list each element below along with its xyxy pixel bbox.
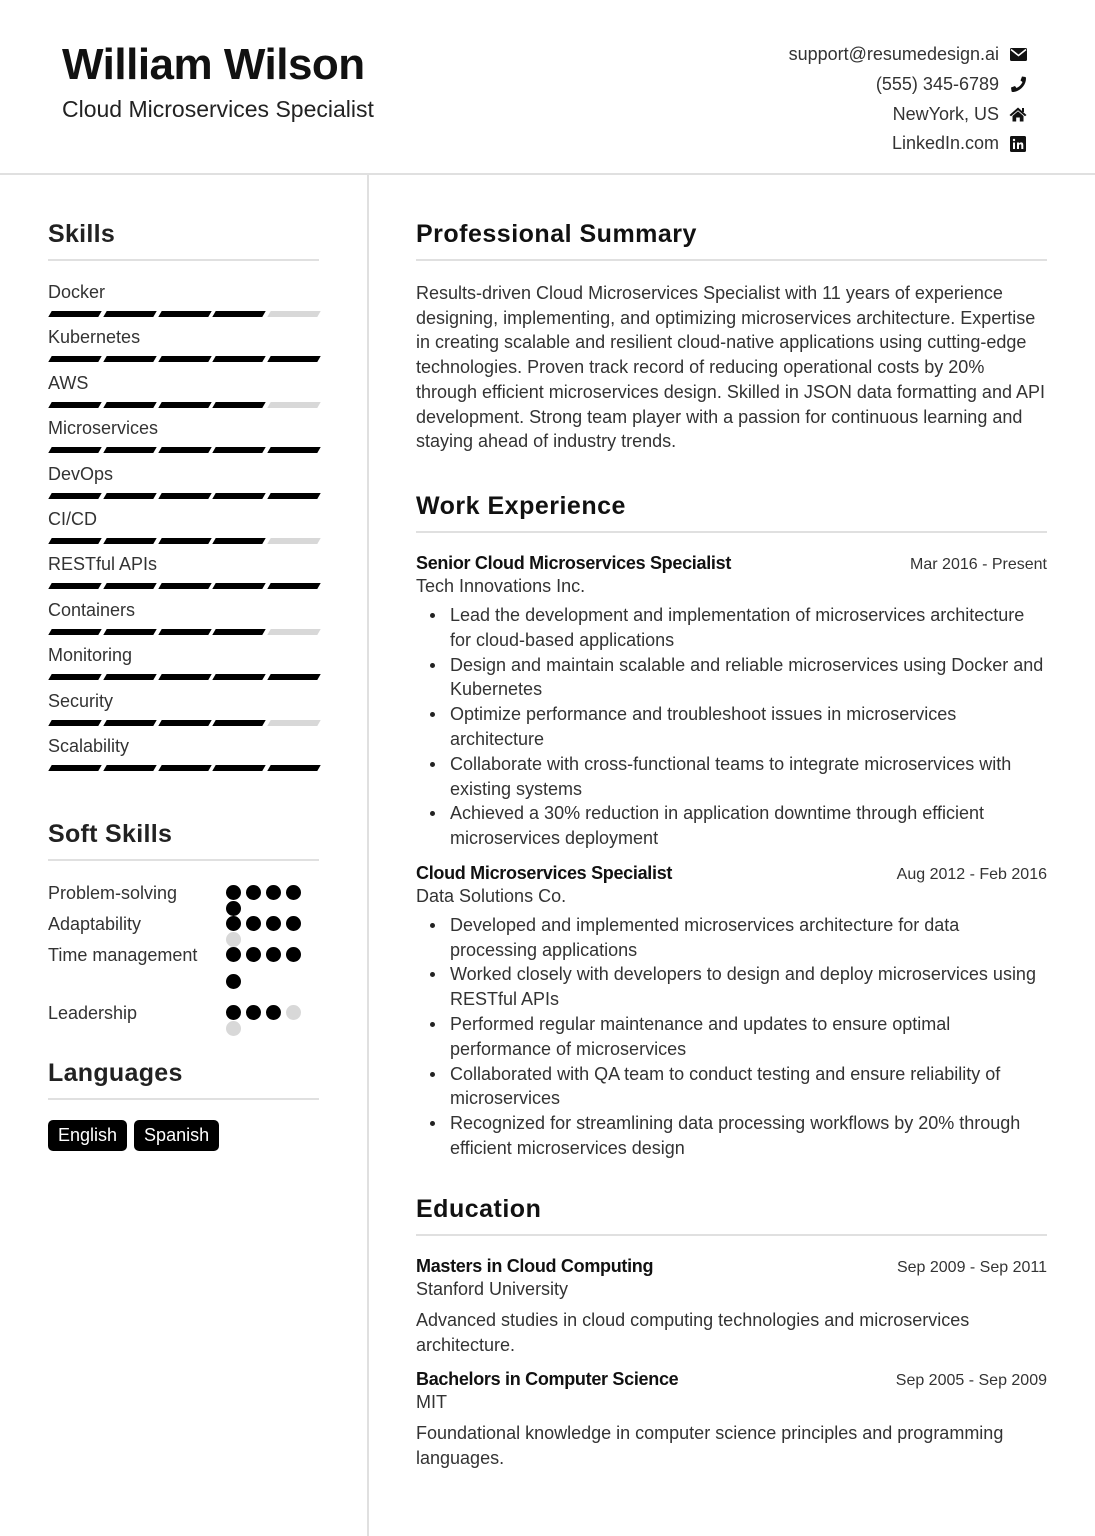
skill-item	[48, 508, 319, 553]
education-dates: Sep 2009 - Sep 2011	[896, 1258, 1047, 1276]
summary-text: Results-driven Cloud Microservices Specialist with 11 years of experience designing, implementing, and optimizing microservices architecture. Expertise in creating scalable and resilient cloud-native applications using cutting-edge technologies. Proven track record of reducing operational costs by 20% through efficient microservices design. Skilled in JSON data formatting and API development. Strong team player with a passion for continuous learning and staying ahead of industry trends.	[416, 283, 1045, 452]
skill-level-segment	[158, 493, 211, 499]
rating-dot	[226, 947, 241, 962]
linkedin-icon	[1009, 135, 1027, 153]
skill-name: Scalability	[48, 735, 130, 756]
contact-location-text: NewYork, US	[892, 103, 999, 124]
job-bullet: Collaborated with QA team to conduct testing and ensure reliability of microservices	[416, 1062, 1047, 1112]
rating-dot	[246, 1005, 261, 1020]
skill-level-segment	[103, 493, 156, 499]
rating-dot	[266, 1005, 281, 1020]
soft-skill-rating	[226, 943, 306, 1001]
skill-item	[48, 463, 319, 508]
soft-skill-name: Problem-solving	[48, 883, 178, 904]
job-bullet: Performed regular maintenance and updates to ensure optimal performance of microservices	[416, 1012, 1047, 1062]
soft-skill-name: Time management	[48, 945, 198, 966]
soft-skill-rating	[226, 1001, 306, 1033]
rating-dot	[266, 947, 281, 962]
job-bullet: Recognized for streamlining data processing workflows by 20% through efficient microservices design	[416, 1111, 1047, 1161]
job-bullet: Lead the development and implementation of microservices architecture for cloud-based applications	[416, 603, 1047, 653]
skill-level-segment	[213, 493, 266, 499]
skill-level-segment	[267, 311, 320, 317]
skill-level-bar	[48, 311, 319, 317]
skill-level-segment	[48, 765, 101, 771]
skill-level-segment	[103, 356, 156, 362]
skill-level-segment	[213, 402, 266, 408]
skill-level-segment	[158, 447, 211, 453]
rating-dot	[226, 974, 241, 989]
job-entry	[416, 553, 1047, 851]
skill-level-segment	[213, 674, 266, 680]
rating-dot	[266, 885, 281, 900]
school-name: MIT	[416, 1392, 447, 1413]
skill-name: AWS	[48, 372, 89, 393]
job-bullets	[416, 603, 1047, 851]
skill-level-bar	[48, 583, 319, 589]
skill-item	[48, 644, 319, 689]
skill-level-segment	[48, 629, 101, 635]
soft-skill-item	[48, 943, 319, 1001]
skill-level-segment	[48, 720, 101, 726]
rating-dot	[286, 916, 301, 931]
summary-heading: Professional Summary	[416, 220, 1047, 261]
skill-item	[48, 417, 319, 462]
rating-dot	[266, 916, 281, 931]
job-bullet: Optimize performance and troubleshoot issues in microservices architecture	[416, 702, 1047, 752]
rating-dot	[246, 947, 261, 962]
contact-email-text: support@resumedesign.ai	[788, 44, 999, 65]
skill-level-segment	[267, 629, 320, 635]
rating-dot	[286, 885, 301, 900]
job-header	[416, 863, 1047, 884]
skill-level-segment	[213, 765, 266, 771]
skill-level-segment	[158, 629, 211, 635]
soft-skill-name: Adaptability	[48, 914, 142, 935]
skill-name: CI/CD	[48, 508, 97, 529]
contact-list	[789, 40, 1027, 159]
contact-linkedin-text: LinkedIn.com	[891, 133, 999, 154]
contact-linkedin[interactable]	[789, 129, 1027, 159]
jobs-list	[416, 553, 1047, 1161]
soft-skill-item	[48, 912, 319, 943]
degree-title: Masters in Cloud Computing	[416, 1255, 654, 1276]
skill-level-bar	[48, 356, 319, 362]
degree-title: Bachelors in Computer Science	[416, 1369, 679, 1390]
education-heading: Education	[416, 1195, 1047, 1236]
language-badge: Spanish	[134, 1120, 219, 1151]
education-entry	[416, 1256, 1047, 1358]
skill-level-segment	[103, 674, 156, 680]
skill-level-bar	[48, 629, 319, 635]
soft-skill-rating	[226, 881, 306, 912]
skill-level-segment	[267, 538, 320, 544]
job-company: Data Solutions Co.	[416, 885, 567, 906]
skill-name: Kubernetes	[48, 327, 141, 348]
skill-level-segment	[103, 583, 156, 589]
skill-item	[48, 372, 319, 417]
skill-level-segment	[48, 583, 101, 589]
candidate-title: Cloud Microservices Specialist	[62, 96, 374, 122]
job-bullet: Developed and implemented microservices architecture for data processing applications	[416, 913, 1047, 963]
skill-level-segment	[103, 765, 156, 771]
soft-skill-rating	[226, 912, 306, 943]
skill-level-bar	[48, 447, 319, 453]
skill-level-bar	[48, 538, 319, 544]
left-column	[48, 220, 319, 1151]
job-company: Tech Innovations Inc.	[416, 575, 586, 596]
job-header	[416, 553, 1047, 574]
job-bullets	[416, 913, 1047, 1161]
skill-level-segment	[103, 402, 156, 408]
skill-level-segment	[267, 674, 320, 680]
skill-item	[48, 599, 319, 644]
skill-level-segment	[213, 311, 266, 317]
skill-name: Docker	[48, 282, 106, 302]
skill-level-segment	[158, 674, 211, 680]
skill-level-bar	[48, 402, 319, 408]
skill-level-segment	[213, 538, 266, 544]
school-name: Stanford University	[416, 1278, 569, 1299]
skill-level-bar	[48, 765, 319, 771]
skill-level-segment	[158, 402, 211, 408]
rating-dot	[246, 916, 261, 931]
skill-name: Containers	[48, 599, 136, 620]
education-entry	[416, 1369, 1047, 1471]
job-dates: Aug 2012 - Feb 2016	[896, 865, 1047, 883]
skills-list	[48, 281, 319, 780]
skill-level-segment	[267, 447, 320, 453]
skills-heading: Skills	[48, 220, 319, 261]
education-description: Foundational knowledge in computer science principles and programming languages.	[416, 1423, 1004, 1469]
skill-level-segment	[48, 447, 101, 453]
skill-level-segment	[267, 720, 320, 726]
work-experience-heading: Work Experience	[416, 492, 1047, 533]
soft-skill-item	[48, 1001, 319, 1033]
education-dates: Sep 2005 - Sep 2009	[895, 1372, 1047, 1390]
education-header	[416, 1369, 1047, 1390]
contact-phone[interactable]	[789, 70, 1027, 100]
skill-level-segment	[158, 356, 211, 362]
skill-name: RESTful APIs	[48, 554, 158, 575]
education-header	[416, 1256, 1047, 1277]
rating-dot	[226, 916, 241, 931]
skill-level-segment	[158, 311, 211, 317]
skill-level-segment	[48, 402, 101, 408]
rating-dot	[286, 1005, 301, 1020]
education-description: Advanced studies in cloud computing technologies and microservices architecture.	[416, 1309, 970, 1355]
skill-level-segment	[213, 720, 266, 726]
skill-level-segment	[158, 720, 211, 726]
rating-dot	[246, 885, 261, 900]
skill-name: Microservices	[48, 418, 159, 439]
skill-item	[48, 690, 319, 735]
education-list	[416, 1256, 1047, 1471]
skill-level-bar	[48, 493, 319, 499]
contact-location	[789, 99, 1027, 129]
skill-level-segment	[103, 538, 156, 544]
skill-name: Security	[48, 690, 114, 711]
column-divider	[367, 175, 369, 1536]
skill-level-bar	[48, 720, 319, 726]
skill-item	[48, 281, 319, 326]
language-badge: English	[48, 1120, 127, 1151]
job-bullet: Design and maintain scalable and reliable microservices using Docker and Kubernetes	[416, 653, 1047, 703]
skill-name: DevOps	[48, 463, 114, 484]
soft-skill-name: Leadership	[48, 1003, 138, 1024]
skill-level-segment	[267, 765, 320, 771]
skill-item	[48, 553, 319, 598]
skill-level-segment	[267, 356, 320, 362]
skill-level-segment	[158, 538, 211, 544]
job-bullet: Collaborate with cross-functional teams to integrate microservices with existing systems	[416, 752, 1047, 802]
rating-dot	[226, 1005, 241, 1020]
home-icon	[1009, 105, 1027, 123]
skill-item	[48, 735, 319, 780]
soft-skills-heading: Soft Skills	[48, 820, 319, 861]
skill-level-segment	[103, 447, 156, 453]
rating-dot	[226, 885, 241, 900]
skill-level-segment	[213, 629, 266, 635]
job-bullet: Achieved a 30% reduction in application downtime through efficient microservices deployment	[416, 801, 1047, 851]
skill-level-segment	[213, 447, 266, 453]
skill-level-segment	[213, 356, 266, 362]
skill-level-segment	[267, 402, 320, 408]
skill-item	[48, 326, 319, 371]
skill-level-segment	[267, 583, 320, 589]
skill-level-segment	[48, 356, 101, 362]
soft-skill-item	[48, 881, 319, 912]
skill-level-segment	[103, 629, 156, 635]
skill-level-segment	[48, 674, 101, 680]
envelope-icon	[1009, 46, 1027, 64]
skill-level-segment	[103, 720, 156, 726]
job-entry	[416, 863, 1047, 1161]
rating-dot	[226, 1021, 241, 1036]
contact-phone-text: (555) 345-6789	[875, 74, 999, 95]
skill-level-segment	[213, 583, 266, 589]
right-column	[416, 220, 1047, 1471]
skill-level-segment	[158, 765, 211, 771]
resume-header	[0, 0, 1095, 175]
job-dates: Mar 2016 - Present	[910, 555, 1047, 573]
skill-level-segment	[267, 493, 320, 499]
job-title: Senior Cloud Microservices Specialist	[416, 552, 732, 573]
skill-level-bar	[48, 674, 319, 680]
skill-level-segment	[48, 311, 101, 317]
skill-level-segment	[103, 311, 156, 317]
job-title: Cloud Microservices Specialist	[416, 862, 673, 883]
soft-skills-list	[48, 881, 319, 1033]
job-bullet: Worked closely with developers to design and deploy microservices using RESTful APIs	[416, 962, 1047, 1012]
skill-level-segment	[48, 538, 101, 544]
languages-heading: Languages	[48, 1059, 319, 1100]
languages-list	[48, 1120, 319, 1151]
rating-dot	[286, 947, 301, 962]
skill-level-segment	[158, 583, 211, 589]
skill-name: Monitoring	[48, 645, 133, 666]
phone-icon	[1009, 76, 1027, 94]
candidate-name: William Wilson	[62, 40, 365, 89]
contact-email[interactable]	[789, 40, 1027, 70]
skill-level-segment	[48, 493, 101, 499]
